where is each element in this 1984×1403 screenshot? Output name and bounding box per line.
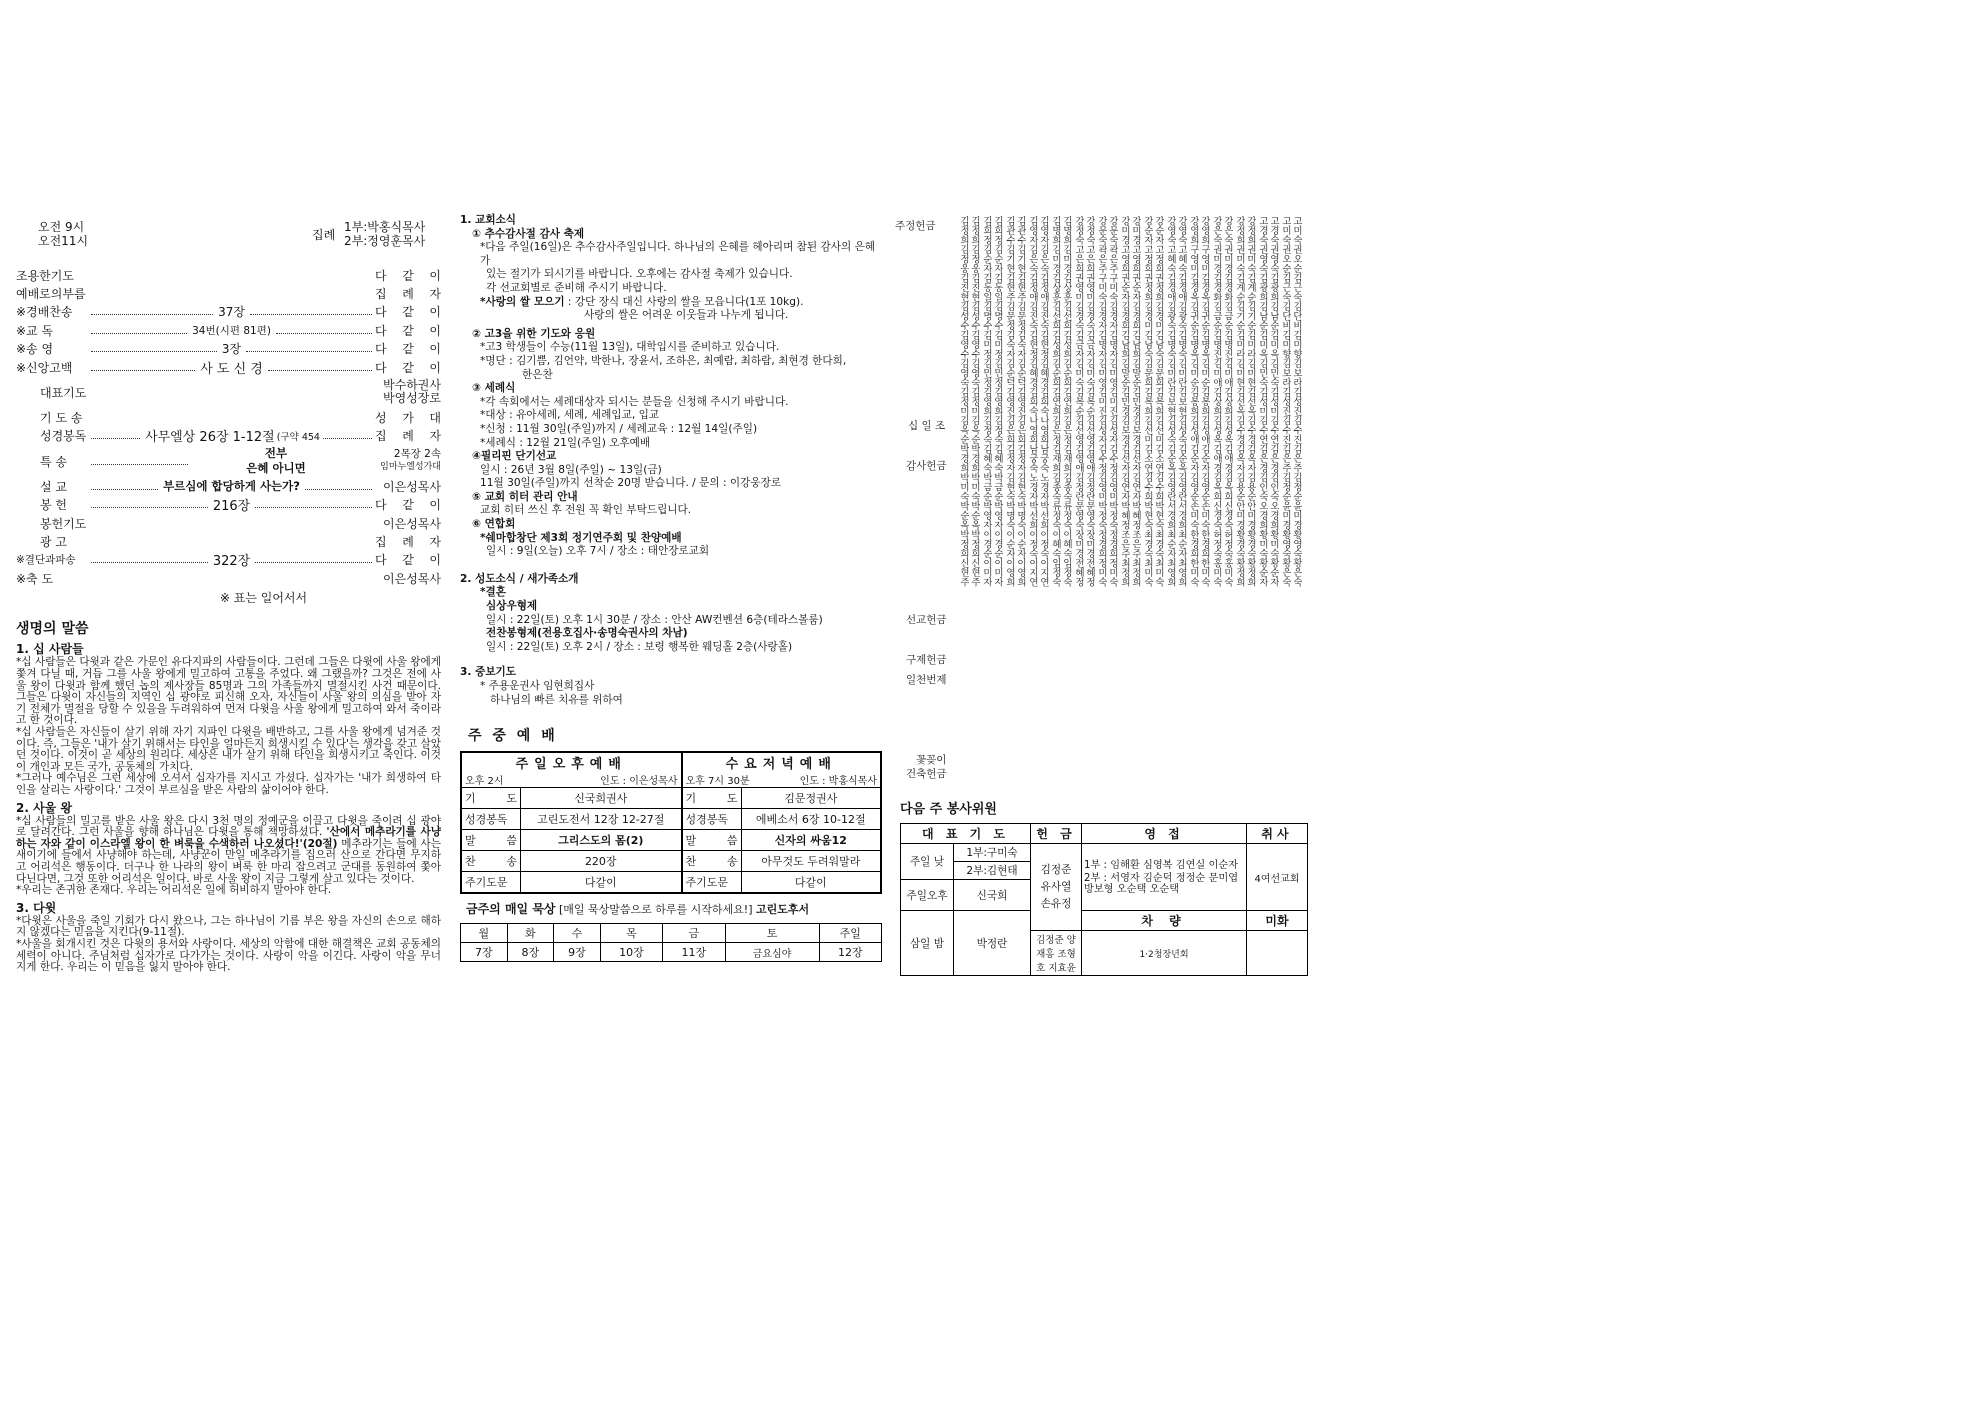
svc-name: 2부 : 서영자 김순덕 정정순 문미엽 방보형 오순택 오순택 <box>1084 872 1239 895</box>
order-label: 봉 헌 <box>40 498 67 513</box>
special-song-title: 전부 <box>264 446 288 461</box>
order-leader: 다 같 이 <box>375 323 441 338</box>
notice-item-title: ② 고3을 위한 기도와 응원 <box>472 327 596 340</box>
meditation-chapter: 8장 <box>507 943 554 962</box>
ws-label: 주기도문 <box>682 872 742 894</box>
presider-label: 집례 <box>312 228 336 242</box>
offering-name-column: 김희정김순자김동일김명수김미정김민정김영희김정숙김혜숙박금순박영자이경순이미자 <box>992 216 1003 587</box>
notice-item-title: *결혼 <box>480 586 507 599</box>
ws-label: 기 도 <box>461 788 521 809</box>
offering-name-column: 강정숙고은희권영미김경숙김금자김미숙김복순김선영김영애김정란문영숙장미경전혜정 <box>1084 216 1095 587</box>
notice-line: *명단 : 김기쁨, 김언약, 박한나, 장윤서, 조하은, 최예람, 최하람, 최현경 한다희, <box>480 354 847 367</box>
offering-label: 주정헌금 <box>895 220 936 232</box>
offering-name-column: 강은숙권미경김경화김금순김명진김미애김상희김성옥김애경김옥희신경숙허정숙홍미숙 <box>1211 216 1222 587</box>
offering-name-column: 김명희김미경김상훈김선희김성희김순희김연희김은정김재희김종숙류정숙이혜숙임정숙 <box>1050 216 1061 587</box>
ws-label: 찬 송 <box>682 851 742 872</box>
svc-name: 손유정 <box>1040 897 1072 910</box>
order-leader: 이은성목사 <box>383 571 441 586</box>
notice-heading: 2. 성도소식 / 새가족소개 <box>460 572 579 585</box>
svc-name: 2부:김현태 <box>954 862 1031 880</box>
order-label: ※송 영 <box>16 342 54 357</box>
notice-item-title: ④필리핀 단기선교 <box>472 450 557 463</box>
svc-header: 대 표 기 도 <box>901 824 1031 844</box>
notice-line: 교회 히터 쓰신 후 전원 꼭 확인 부탁드립니다. <box>480 504 692 517</box>
sermon-paragraph: *그러나 예수님은 그런 세상에 오셔서 십자가를 지시고 가셨다. 십자가는 '내가 희생하여 타인을 살리는 사랑이다.' 그것이 부르심을 받은 사람의 삶이어야 한다. <box>16 772 441 796</box>
offering-name-column: 강순자고정희권정희김경미김남숙김문희김복희김선미김소연김수희박현숙최경숙최미숙 <box>1153 216 1164 587</box>
offering-name-column: 강영숙고혜숙김경애김광숙김명숙김미란김보현김성숙김순옥김영란서경희최순자최영희 <box>1176 216 1187 587</box>
offering-name-column: 김영자김은숙김정애김진숙김현정김혜경김희숙나영희남궁숙노경자박선희이정숙이지연 <box>1027 216 1038 587</box>
order-content: 사 도 신 경 <box>200 361 263 377</box>
ws-value: 신자의 싸움12 <box>741 830 881 851</box>
offering-volunteers <box>1031 844 1082 931</box>
order-row <box>16 551 441 569</box>
notice-line: 한은찬 <box>522 368 553 381</box>
notice-line: 하나님의 빠른 치유를 위하여 <box>490 693 623 706</box>
notice-heading: 3. 중보기도 <box>460 666 517 679</box>
order-leader: 집 례 자 <box>375 287 441 302</box>
notice-line: 일시 : 26년 3월 8일(주일) ~ 13일(금) <box>480 463 662 476</box>
notice-line: 심상우형제 <box>486 600 538 613</box>
ws-label: 기 도 <box>682 788 742 809</box>
order-leader: 박영성장로 <box>383 391 441 406</box>
meditation-chapter: 11장 <box>663 943 725 962</box>
offering-name-column: 고경숙권영숙김광희김남순김미옥김민숙김성미김수연김은경김인숙오경희황미숙황순자 <box>1268 216 1279 587</box>
svc-label: 삼일 밤 <box>901 911 954 976</box>
order-leader: 다 같 이 <box>375 553 441 568</box>
notice-line: 일시 : 22일(토) 오후 1시 30분 / 장소 : 안산 AW컨벤션 6층(테라스볼룸) <box>486 613 823 626</box>
stand-note: ※ 표는 일어서서 <box>219 591 308 606</box>
sermon-text: *십 사람들의 밀고를 받은 사울 왕은 다시 3천 명의 정예군을 이끌고 다윗을 죽이려 십 광야로 달려간다. 그런 사울을 향해 하나님은 다윗을 통해 책망하셨다. <box>16 814 441 839</box>
svc-name: 1부:구미숙 <box>954 844 1031 862</box>
notice-line: 각 선교회별로 준비해 주시기 바랍니다. <box>486 281 667 294</box>
offering-label: 십 일 조 <box>908 420 946 432</box>
ws-label: 성경봉독 <box>682 809 742 830</box>
order-label: ※축 도 <box>16 571 54 586</box>
svc-label: 주일오후 <box>901 880 954 911</box>
sunday-time: 오후 2시 <box>465 776 504 788</box>
offering-name-column: 김영자김은숙김정애김진숙김현정김혜경김희숙나영희남궁숙노경자박선희이정숙이지연 <box>1038 216 1049 587</box>
offering-name-column: 김정희김정웅김진현김성수김영수김영숙김정미김옥순박경희박미숙박순옥박정희신현주 <box>969 216 980 587</box>
presider-first: 1부:박홍식목사 <box>344 220 426 234</box>
svc-name: 신국희 <box>954 880 1031 911</box>
offering-name-column: 강은숙권미경김경화김금순김명진김미애김상희김성옥김애경김옥희신경숙허정숙홍미숙 <box>1222 216 1233 587</box>
order-label: 봉헌기도 <box>40 516 87 531</box>
meditation-day: 화 <box>507 924 554 943</box>
svc-name: 박정란 <box>954 911 1031 976</box>
wednesday-time: 오후 7시 30분 <box>685 776 750 788</box>
sunday-leader: 인도 : 이은성목사 <box>600 776 678 788</box>
sermon-section-title: 생명의 말씀 <box>16 621 89 638</box>
order-row-rep-prayer <box>16 376 441 408</box>
meditation-day: 수 <box>554 924 601 943</box>
ws-label: 말 씀 <box>682 830 742 851</box>
offering-name-column: 강순자고정희권정희김경미김남숙김문희김복희김선미김소연김수희박현숙최경숙최미숙 <box>1142 216 1153 587</box>
sermon-title: 부르심에 합당하게 사는가? <box>163 479 300 494</box>
offering-name-column: 김관수김기현김현주김문정김숙자김순덕김영진김은희김정자김현숙박명숙이순자이영희 <box>1004 216 1015 587</box>
order-leader: 성 가 대 <box>375 411 441 426</box>
presider-second: 2부:정영훈목사 <box>344 234 426 248</box>
ws-label: 성경봉독 <box>461 809 521 830</box>
special-song-title: 은혜 아니면 <box>246 461 306 476</box>
notice-item-title: ⑤ 교회 히터 관리 안내 <box>472 490 578 503</box>
ws-value: 고린도전서 12장 12-27절 <box>521 809 682 830</box>
offering-name-column: 강정희권미숙김계순김기순김미라김미현김선옥김수경김옥자김용순안미경황경숙황정희 <box>1234 216 1245 587</box>
notice-line: *신청 : 11월 30일(주일)까지 / 세례교육 : 12월 14일(주일) <box>480 422 758 435</box>
offering-label: 일천번제 <box>906 674 947 686</box>
notice-line: *고3 학생들이 수능(11월 13일), 대학입시를 준비하고 있습니다. <box>480 341 780 354</box>
sermon-text: 메추라기는 들에 사는 새이기에 들에서 사냥해야 하는데, 사냥꾼이 만일 메추라기를 집으러 산으로 간다면 무지하고 어리석은 행동이다. 더구나 한 나라의 왕이 벼룩 한 마리 잡으려고 군대를 동원하여 쫓아다닌다면, 그것 또한 어리석은 일이다. 바로 사울 왕이 지금 그렇게 살고 있다는 것이다. <box>16 837 441 885</box>
order-content-note: (구약 454 <box>276 431 320 443</box>
order-row <box>16 477 441 495</box>
ws-value: 220장 <box>521 851 682 872</box>
meditation-title: 금주의 매일 묵상 <box>466 902 556 917</box>
greeters <box>1082 844 1247 911</box>
notice-heading: 1. 교회소식 <box>460 214 517 226</box>
order-leader: 다 같 이 <box>375 305 441 320</box>
service-time-first: 오전 9시 <box>38 220 85 234</box>
order-label: 조용한기도 <box>16 268 74 283</box>
order-leader: 다 같 이 <box>375 360 441 375</box>
order-row <box>16 427 441 445</box>
notice-line: 11월 30일(주일)까지 선착순 20명 받습니다. / 문의 : 이강웅장로 <box>480 477 782 490</box>
notice-line <box>460 296 885 310</box>
meditation-day: 토 <box>725 924 819 943</box>
ws-value: 신국희권사 <box>521 788 682 809</box>
sermon-point-title: 1. 십 사람들 <box>16 642 84 657</box>
offering-name-column: 고경숙권영숙김광희김남순김미옥김민숙김성미김수연김은경김인숙오경희황미숙황순자 <box>1257 216 1268 587</box>
notice-line: 일시 : 22일(토) 오후 2시 / 장소 : 보령 행복한 웨딩홀 2층(사랑홀) <box>486 640 793 653</box>
sermon-point-title: 3. 다윗 <box>16 900 57 915</box>
notice-line: *각 속회에서는 세례대상자 되시는 분들을 신청해 주시기 바랍니다. <box>480 395 789 408</box>
order-label: 설 교 <box>40 479 67 494</box>
offering-name-column: 강영숙고혜숙김경애김광숙김명숙김미란김보현김성숙김순옥김영란서경희최순자최영희 <box>1165 216 1176 587</box>
order-leader: 2목장 2속 <box>393 448 441 461</box>
offering-label: 선교헌금 <box>906 614 947 626</box>
svc-name: 유사열 <box>1040 880 1072 893</box>
order-leader: 박수하권사 <box>383 378 441 393</box>
wednesday-service-header: 수요저녁예배 <box>682 752 881 772</box>
meditation-table <box>460 923 882 962</box>
offering-name-column: 강영희구영미김경옥김귀순김명옥김미순김봉희김성애김순자김영순손미숙한경희한미숙 <box>1199 216 1210 587</box>
meditation-chapter: 9장 <box>554 943 601 962</box>
order-content: 사무엘상 26장 1-12절 <box>145 430 275 446</box>
ws-label: 말 씀 <box>461 830 521 851</box>
order-label: 대표기도 <box>40 385 87 400</box>
order-row <box>16 514 441 532</box>
order-content: 34번(시편 81편) <box>192 324 271 337</box>
ws-value: 다같이 <box>521 872 682 894</box>
notice-item-title: ③ 세례식 <box>472 382 516 395</box>
offering-label: 감사헌금 <box>906 460 947 472</box>
notice-line: 있는 절기가 되시기를 바랍니다. 오후에는 감사절 축제가 있습니다. <box>486 268 793 281</box>
offering-label: 구제헌금 <box>906 654 947 666</box>
sermon-point-title: 2. 사울 왕 <box>16 800 73 815</box>
order-row <box>16 408 441 426</box>
order-row <box>16 321 441 339</box>
order-label: 예배로의부름 <box>16 287 86 302</box>
sermon-paragraph: *사울을 회개시킨 것은 다윗의 용서와 사랑이다. 세상의 악함에 대한 해결책은 교회 공동체의 세력이 아니다. 주님처럼 십자가로 다가가는 것이다. 사랑이 악을 이긴다. 사랑이 악을 무너지게 한다. 우리는 이 믿음을 잃지 말아야 한다. <box>16 937 441 974</box>
order-row <box>16 496 441 514</box>
wednesday-leader: 인도 : 박홍식목사 <box>799 776 877 788</box>
order-row <box>16 284 441 302</box>
notices <box>460 214 885 962</box>
svc-name: 1·2청장년회 <box>1082 931 1247 976</box>
svc-name: 김정준 양재홍 조형호 지효윤 <box>1031 931 1082 976</box>
next-week-title: 다음 주 봉사위원 <box>900 802 997 817</box>
offering-name-column: 고미숙권오순김근숙김단비김미향김보라김성진김수진김은주김정순윤미경황영숙황은숙 <box>1280 216 1291 587</box>
offering-name-column: 김정희김정웅김진현김성수김영수김영숙김정미김옥순박경희박미숙박순옥박정희신현주 <box>958 216 969 587</box>
order-label: 광 고 <box>40 534 67 549</box>
meditation-book: 고린도후서 <box>756 903 810 917</box>
order-row <box>16 569 441 587</box>
offering-name-column: 김관수김기현김현주김문정김숙자김순덕김영진김은희김정자김현숙박명숙이순자이영희 <box>1015 216 1026 587</box>
offering-name-column: 강문숙곽은주구미숙김경자김명자김미영김미진김성자김수정김영미박정숙정경희정미숙 <box>1096 216 1107 587</box>
sermon-paragraph <box>16 816 441 886</box>
weekly-worship-title: 주 중 예 배 <box>468 728 558 745</box>
order-row <box>16 358 441 376</box>
order-leader: 다 같 이 <box>375 342 441 357</box>
notice-line: *다음 주일(16일)은 추수감사주일입니다. 하나님의 은혜를 헤아리며 참된 감사의 은혜가 <box>480 241 876 267</box>
meditation-heading <box>466 900 885 917</box>
notice-text: : 강단 장식 대신 사랑의 쌀을 모읍니다(1포 10kg). <box>564 295 804 308</box>
order-content: 37장 <box>218 305 245 320</box>
svc-name: 김정준 <box>1040 863 1072 876</box>
order-row <box>16 532 441 550</box>
order-leader: 다 같 이 <box>375 498 441 513</box>
meditation-day: 주일 <box>819 924 881 943</box>
ws-value: 다같이 <box>741 872 881 894</box>
meditation-chapter: 10장 <box>600 943 662 962</box>
notice-line: 전찬봉형제(전용호집사·송명숙권사의 차남) <box>486 627 688 640</box>
offering-label: 꽃꽂이 <box>916 754 947 766</box>
svc-header: 취사 <box>1247 824 1308 844</box>
meditation-chapter: 7장 <box>461 943 508 962</box>
meditation-day: 금 <box>663 924 725 943</box>
offering-name-column: 김희정김순자김동일김명수김미정김민정김영희김정숙김혜숙박금순박영자이경순이미자 <box>981 216 992 587</box>
svc-header: 차 량 <box>1082 911 1247 931</box>
order-label: 특 송 <box>40 454 67 469</box>
order-leader: 이은성목사 <box>383 516 441 531</box>
offering-name-column: 강정숙고은희권영미김경숙김금자김미숙김복순김선영김영애김정란문영숙장미경전혜정 <box>1073 216 1084 587</box>
sermon-paragraph: *십 사람들은 다윗과 같은 가문인 유다지파의 사람들이다. 그런데 그들은 다윗에 사울 왕에게 쫓겨 다닐 때, 거듭 그를 사울 왕에게 밀고하여 고통을 주었다. 왜 그랬을까? 그것은 전에 사울 왕이 다윗과 함께 했던 놉의 제사장들 85명과 그의 가족들까지 멸절시킨 사건 때문이다. 그들은 다윗이 자신들의 지역인 십 광야로 피신해 오자, 자신들이 사울 왕의 의심을 받아 자기 전체가 멸절을 당할 수 있을을 두려워하여 먼저 다윗을 사울 왕에게 밀고하여 와서 죽이라고 한 것이다. <box>16 656 441 727</box>
order-row-special <box>16 445 441 477</box>
order-leader: 다 같 이 <box>375 268 441 283</box>
meditation-chapter: 금요심야 <box>725 943 819 962</box>
offering-name-column: 강문숙곽은주구미숙김경자김명자김미영김미진김성자김수정김영미박정숙정경희정미숙 <box>1107 216 1118 587</box>
svc-label: 주일 낮 <box>901 844 954 880</box>
ws-value: 에베소서 6장 10-12절 <box>741 809 881 830</box>
next-week-table <box>900 823 1308 976</box>
order-label: ※교 독 <box>16 323 54 338</box>
offering-name-column: 강영희구영미김경옥김귀순김명옥김미순김봉희김성애김순자김영순손미숙한경희한미숙 <box>1188 216 1199 587</box>
notice-line: 일시 : 9일(오늘) 오후 7시 / 장소 : 태안장로교회 <box>486 545 710 558</box>
sermon-paragraph: *다윗은 사울을 죽일 기회가 다시 왔으나, 그는 하나님이 기름 부은 왕을 자신의 손으로 해하지 않겠다는 믿음을 지킨다(9-11절). <box>16 914 441 939</box>
sermon-paragraph: *십 사람들은 자신들이 살기 위해 자기 지파인 다윗을 배반하고, 그를 사울 왕에게 넘겨준 것이다. 즉, 그들은 '내가 살기 위해서는 타인을 얼마든지 희생시킬 수 있다'는 생각을 갖고 살았던 것이다. 이것이 곧 세상의 원리다. 세상은 내가 살기 위해 타인을 희생시키고 죽인다. 이것이 개인과 모든 국가, 공동체의 가치다. <box>16 726 441 773</box>
order-content: 3장 <box>221 342 242 357</box>
notice-line: *쉐마합창단 제3회 정기연주회 및 찬양예배 <box>480 531 682 544</box>
order-row <box>16 303 441 321</box>
svc-header: 미화 <box>1247 911 1308 931</box>
ws-value: 김문정권사 <box>741 788 881 809</box>
svc-name: 1부 : 임해환 심영복 김연실 이순자 <box>1084 859 1239 871</box>
meditation-day: 목 <box>600 924 662 943</box>
offering-label: 건축헌금 <box>906 768 947 780</box>
meditation-day: 월 <box>461 924 508 943</box>
notice-emphasis: *사랑의 쌀 모으기 <box>480 295 565 308</box>
order-leader: 집 례 자 <box>375 534 441 549</box>
sunday-service-header: 주일오후예배 <box>461 752 682 772</box>
offering-name-column: 강미경고영희권순자김경희김남희김말순김민경김보경김선자김연자박혜정조은주최정희 <box>1130 216 1141 587</box>
ws-label: 찬 송 <box>461 851 521 872</box>
ws-value: 그리스도의 몸(2) <box>521 830 682 851</box>
notice-line: * 주용운권사 임현희집사 <box>480 680 595 692</box>
offering-name-column: 강미경고영희권순자김경희김남희김말순김민경김보경김선자김연자박혜정조은주최정희 <box>1119 216 1130 587</box>
order-label: ※경배찬송 <box>16 305 73 320</box>
service-times <box>16 214 441 254</box>
notice-item-title: ⑥ 연합회 <box>472 518 516 531</box>
sermon-paragraph: *우리는 존귀한 존재다. 우리는 어리석은 일에 허비하지 말아야 한다. <box>16 884 332 897</box>
svc-name: 4여선교회 <box>1247 844 1308 911</box>
notice-line: *대상 : 유아세례, 세례, 세례입교, 입교 <box>480 409 660 422</box>
order-leader: 집 례 자 <box>375 429 441 444</box>
service-time-second: 오전11시 <box>38 234 89 248</box>
svc-header: 영 접 <box>1082 824 1247 844</box>
offering-name-column: 고미숙권오순김근숙김단비김미향김보라김성진김수진김은주김정순윤미경황영숙황은숙 <box>1291 216 1302 587</box>
order-label: ※결단과파송 <box>16 554 76 567</box>
order-label: 성경봉독 <box>40 429 87 444</box>
notice-line: 사랑의 쌀은 어려운 이웃들과 나누게 됩니다. <box>584 309 789 322</box>
order-content: 322장 <box>212 554 251 570</box>
meditation-subtitle: [매일 묵상말씀으로 하루를 시작하세요!] <box>559 903 753 917</box>
worship-order <box>16 214 441 974</box>
offering-name-column: 김명희김미경김상훈김선희김성희김순희김연희김은정김재희김종숙류정숙이혜숙임정숙 <box>1061 216 1072 587</box>
weekly-worship-table <box>460 751 882 894</box>
order-leader: 이은성목사 <box>383 479 441 494</box>
order-label: 기 도 송 <box>40 411 83 426</box>
ws-value: 아무것도 두려워말라 <box>741 851 881 872</box>
notice-line: *세례식 : 12월 21일(주일) 오후예배 <box>480 436 651 449</box>
order-label: ※신앙고백 <box>16 360 73 375</box>
ws-label: 주기도문 <box>461 872 521 894</box>
notice-item-title: ① 추수감사절 감사 축제 <box>472 227 585 240</box>
order-content: 216장 <box>212 499 251 515</box>
svc-header: 헌 금 <box>1031 824 1082 844</box>
offering-name-column: 강정희권미숙김계순김기순김미라김미현김선옥김수경김옥자김용순안미경황경숙황정희 <box>1245 216 1256 587</box>
sermon-quote: '산에서 메추라기를 사냥하는 자와 같이 이스라엘 왕이 한 벼룩을 수색하러 나오셨다!'(20절) <box>16 826 441 850</box>
order-row <box>16 340 441 358</box>
order-row <box>16 266 441 284</box>
meditation-chapter: 12장 <box>819 943 881 962</box>
order-leader: 임마누엘성가대 <box>380 462 441 473</box>
